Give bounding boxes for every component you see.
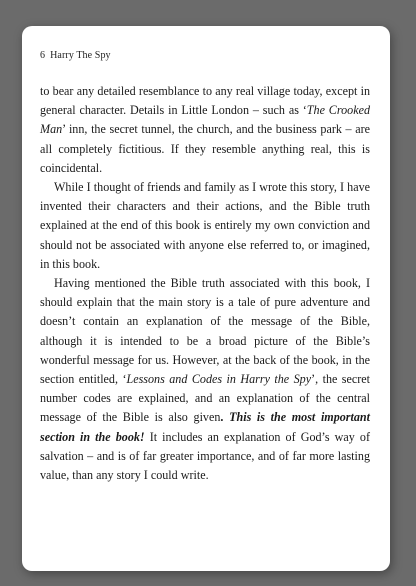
paragraph-2: While I thought of friends and family as I wrote this story, I have invented their characters and their actions, and the Bible truth explained at the end of this book is entirely my own conviction and should not be associated with anyone else referred to, or imagined, in this book.: [40, 180, 370, 271]
running-title: Harry The Spy: [50, 50, 111, 61]
paragraph-1-text-c: ’ inn, the secret tunnel, the church, and the business park – are all completely fictitious. If they resemble anything real, this is coincidental.: [40, 122, 370, 175]
page-number: 6: [40, 50, 46, 61]
paragraph-3-text-a: Having mentioned the Bible truth associated with this book, I should explain that the main story is a tale of pure adventure and doesn’t contain an explanation of the message of the Bible, although it is intended to be a broad picture of the Bible’s wonderful message for us. However, at the back of the book, in the section entitled, ‘: [40, 276, 370, 387]
running-header: [40, 50, 111, 61]
paragraph-1-text-a: to bear any detailed resemblance to any real village today, except in general character. Details in Little London – such as ‘: [40, 84, 370, 118]
body-text: [40, 82, 370, 485]
paragraph-1: [40, 82, 370, 178]
inn-name: The Crooked Man: [40, 103, 370, 137]
bold-period: .: [220, 410, 224, 425]
emphasis-sentence: This is the most important section in the book!: [40, 410, 371, 444]
paragraph-3-text-f: It includes an explanation of God’s way of salvation – and is of far greater importance, and of far more lasting value, than any story I could write.: [40, 429, 370, 483]
paragraph-3-text-c: ’, the secret number codes are explained, and an explanation of the central message of the Bible is also given: [40, 372, 371, 425]
section-title: Lessons and Codes in Harry the Spy: [126, 372, 312, 387]
paragraph-3: [40, 274, 370, 485]
